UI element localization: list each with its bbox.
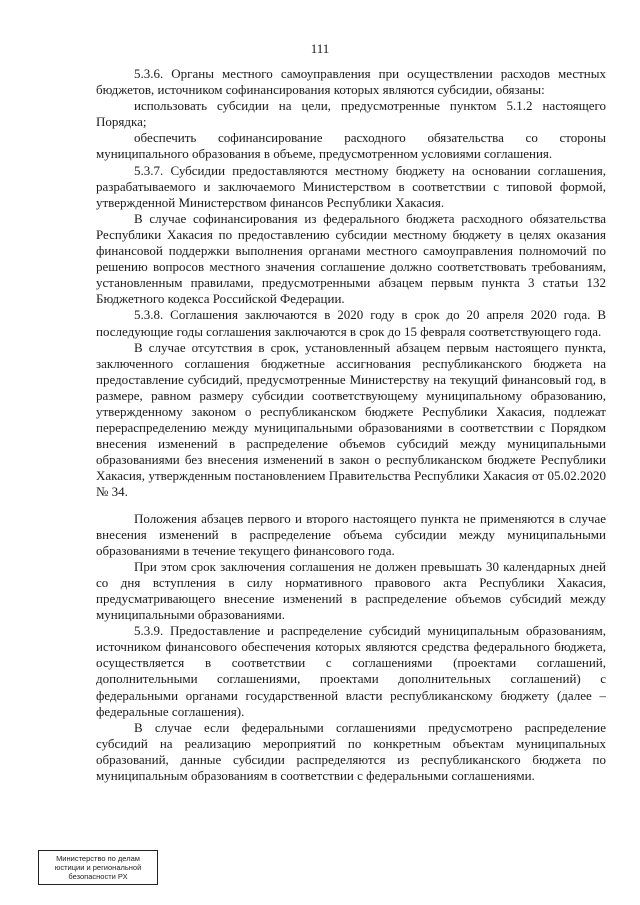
paragraph-5-3-8: 5.3.8. Соглашения заключаются в 2020 году в срок до 20 апреля 2020 года. В последующие годы соглашения заключаются в срок до 15 февраля соответствующего года. bbox=[96, 307, 606, 339]
stamp-line-1: Министерство по делам bbox=[56, 854, 140, 863]
stamp-line-2: юстиции и региональной bbox=[54, 863, 142, 872]
paragraph-federal-agreements: В случае если федеральными соглашениями предусмотрено распределение субсидий на реализацию мероприятий по конкретным объектам муниципальных образований, данные субсидии распределяются из республиканского бюджета по муниципальным образованиям в соответствии с федеральными соглашениями. bbox=[96, 719, 606, 784]
paragraph-cofinancing: обеспечить софинансирование расходного обязательства со стороны муниципального образования в объеме, предусмотренном условиями соглашения. bbox=[96, 130, 606, 162]
stamp-line-3: безопасности РХ bbox=[68, 872, 128, 881]
paragraph-use-subsidies: использовать субсидии на цели, предусмотренные пунктом 5.1.2 настоящего Порядка; bbox=[96, 98, 606, 130]
page-number: 111 bbox=[310, 41, 330, 56]
paragraph-provisions: Положения абзацев первого и второго настоящего пункта не применяются в случае внесения изменений в распределение объема субсидии между муниципальными образованиями в течение текущего финансового года. bbox=[96, 510, 606, 558]
paragraph-5-3-7: 5.3.7. Субсидии предоставляются местному бюджету на основании соглашения, разрабатываемого и заключаемого Министерством в соответствии с типовой формой, утвержденной Министерством финансов Республики Хакасия. bbox=[96, 162, 606, 210]
paragraph-federal-cofinancing: В случае софинансирования из федерального бюджета расходного обязательства Республики Хакасия по предоставлению субсидии местному бюджету в целях оказания финансовой поддержки выполнения органами местного самоуправления полномочий по решению вопросов местного значения соглашение должно соответствовать требованиям, установленным правилами, предусмотренными абзацем первым пункта 3 статьи 132 Бюджетного кодекса Российской Федерации. bbox=[96, 210, 606, 307]
body-text bbox=[96, 66, 606, 784]
paragraph-5-3-6: 5.3.6. Органы местного самоуправления при осуществлении расходов местных бюджетов, источником софинансирования которых являются субсидии, обязаны: bbox=[96, 66, 606, 98]
paragraph-redistribution: В случае отсутствия в срок, установленный абзацем первым настоящего пункта, заключенного соглашения бюджетные ассигнования республиканского бюджета на предоставление субсидий, предусмотренные Министерству на текущий финансовый год, в размере, равном размеру субсидии соответствующему муниципальному образованию, утвержденному законом о республиканском бюджете Республики Хакасия, подлежат перераспределению между муниципальными образованиями в соответствии с Порядком внесения изменений в распределение объемов субсидий между муниципальными образованиями без внесения изменений в закон о республиканском бюджете Республики Хакасия, утвержденным постановлением Правительства Республики Хакасия от 05.02.2020 № 34. bbox=[96, 339, 606, 500]
registration-stamp bbox=[38, 850, 158, 885]
paragraph-5-3-9: 5.3.9. Предоставление и распределение субсидий муниципальным образованиям, источником финансового обеспечения которых являются средства федерального бюджета, осуществляется в соответствии с соглашениями (проектами соглашений, дополнительными соглашениями, проектами дополнительных соглашений) с федеральными органами государственной власти республиканскому бюджету (далее – федеральные соглашения). bbox=[96, 623, 606, 719]
paragraph-deadline: При этом срок заключения соглашения не должен превышать 30 календарных дней со дня вступления в силу нормативного правового акта Республики Хакасия, предусматривающего внесение изменений в распределение объемов субсидий между муниципальными образованиями. bbox=[96, 558, 606, 623]
